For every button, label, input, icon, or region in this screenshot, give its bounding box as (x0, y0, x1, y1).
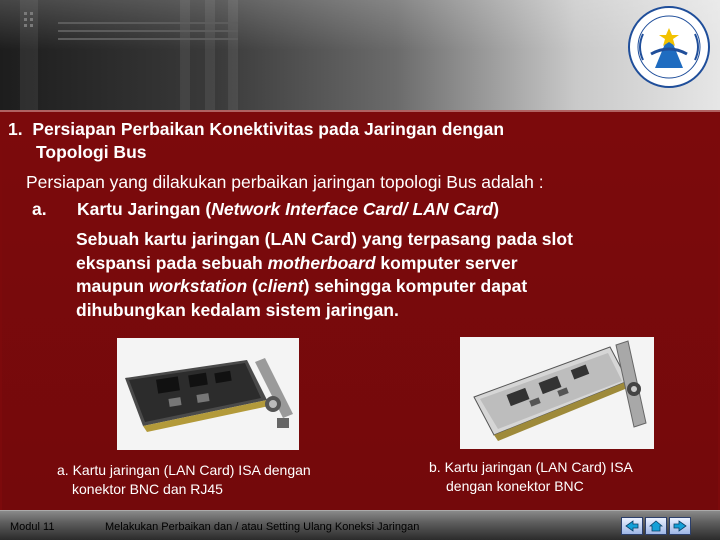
slide-header (0, 0, 720, 110)
next-slide-button[interactable] (669, 517, 691, 535)
previous-slide-button[interactable] (621, 517, 643, 535)
arrow-left-icon (625, 520, 639, 532)
footer-title: Melakukan Perbaikan dan / atau Setting Ulang Koneksi Jaringan (105, 521, 420, 533)
item-number: 1. (8, 119, 23, 139)
section-title-line2: Topologi Bus (36, 142, 147, 162)
figure-a-caption-line2: konektor BNC dan RJ45 (72, 481, 223, 497)
section-heading (8, 118, 504, 141)
lan-card-isa-bnc-rj45-photo (117, 338, 299, 450)
description-line: ekspansi pada sebuah motherboard komputer server (76, 252, 518, 273)
section-title-line1: Persiapan Perbaikan Konektivitas pada Jaringan dengan (32, 119, 505, 139)
slide-footer (0, 510, 720, 540)
home-button[interactable] (645, 517, 667, 535)
description-line: maupun workstation (client) sehingga komputer dapat (76, 276, 528, 296)
tut-wuri-handayani-logo (623, 4, 715, 90)
slide-navigation (621, 517, 691, 535)
home-icon (649, 520, 663, 532)
sub-item-marker: a. (32, 199, 47, 219)
description-paragraph (76, 228, 573, 322)
arrow-right-icon (673, 520, 687, 532)
intro-text: Persiapan yang dilakukan perbaikan jaringan topologi Bus adalah : (26, 172, 544, 192)
description-line: dihubungkan kedalam sistem jaringan. (76, 299, 399, 320)
sub-item-label: Kartu Jaringan (Network Interface Card/ LAN Card) (77, 199, 500, 219)
description-line: Sebuah kartu jaringan (LAN Card) yang terpasang pada slot (76, 229, 573, 249)
lan-card-isa-bnc-photo (460, 337, 654, 449)
module-label: Modul 11 (10, 521, 55, 533)
figure-a-caption-line1: a. Kartu jaringan (LAN Card) ISA dengan (57, 462, 311, 478)
figure-b-caption-line2: dengan konektor BNC (446, 478, 584, 494)
figure-b-caption-line1: b. Kartu jaringan (LAN Card) ISA (429, 459, 633, 475)
